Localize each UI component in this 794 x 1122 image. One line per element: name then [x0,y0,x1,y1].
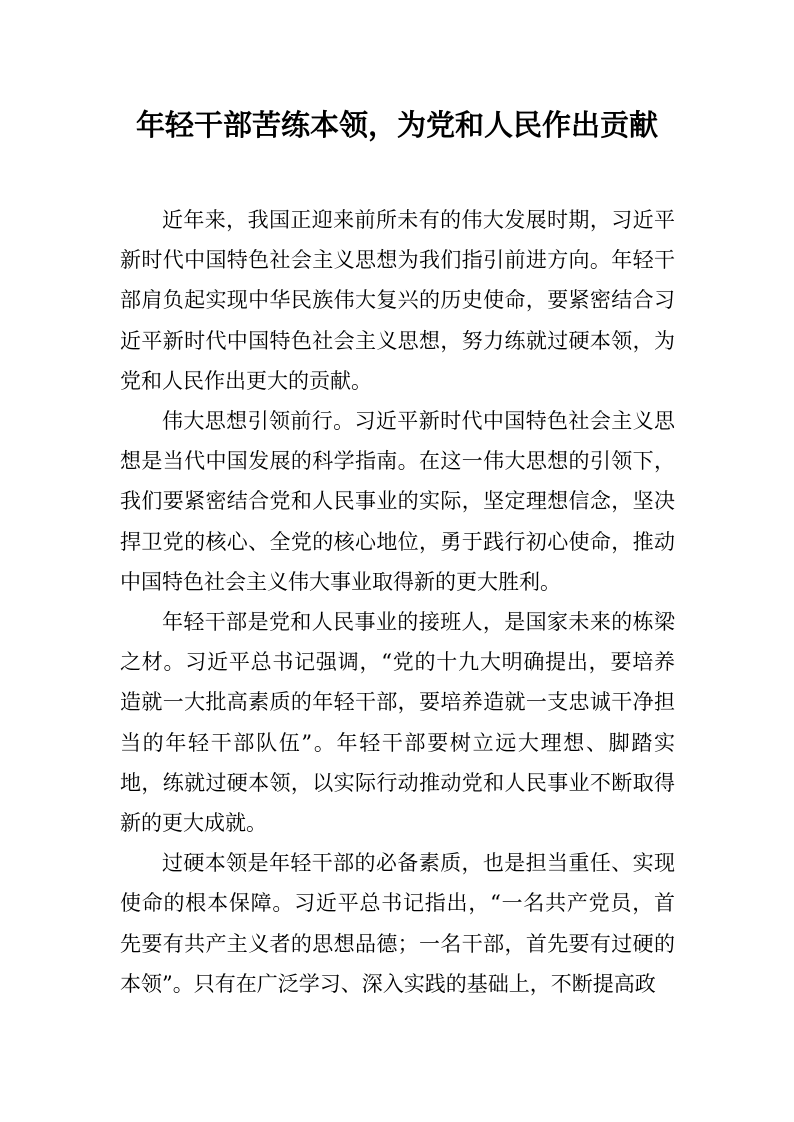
document-title: 年轻干部苦练本领，为党和人民作出贡献 [135,108,658,142]
document-body [120,200,675,1004]
paragraph: 近年来，我国正迎来前所未有的伟大发展时期，习近平新时代中国特色社会主义思想为我们指引前进方向。年轻干部肩负起实现中华民族伟大复兴的历史使命，要紧密结合习近平新时代中国特色社会主义思想，努力练就过硬本领，为党和人民作出更大的贡献。 [120,208,675,393]
paragraph: 伟大思想引领前行。习近平新时代中国特色社会主义思想是当代中国发展的科学指南。在这一伟大思想的引领下， 我们要紧密结合党和人民事业的实际，坚定理想信念，坚决捍卫党的核心、全党的核心地位，勇于践行初心使命，推动中国特色社会主义伟大事业取得新的更大胜利。 [120,409,675,594]
paragraph: 过硬本领是年轻干部的必备素质，也是担当重任、实现使命的根本保障。习近平总书记指出，“一名共产党员，首先要有共产主义者的思想品德；一名干部，首先要有过硬的本领”。只有在广泛学习、深入实践的基础上，不断提高政 [120,851,675,996]
paragraph: 年轻干部是党和人民事业的接班人，是国家未来的栋梁之材。习近平总书记强调，“党的十九大明确提出，要培养造就一大批高素质的年轻干部，要培养造就一支忠诚干净担当的年轻干部队伍”。年轻干部要树立远大理想、脚踏实地，练就过硬本领，以实际行动推动党和人民事业不断取得新的更大成就。 [120,610,675,836]
